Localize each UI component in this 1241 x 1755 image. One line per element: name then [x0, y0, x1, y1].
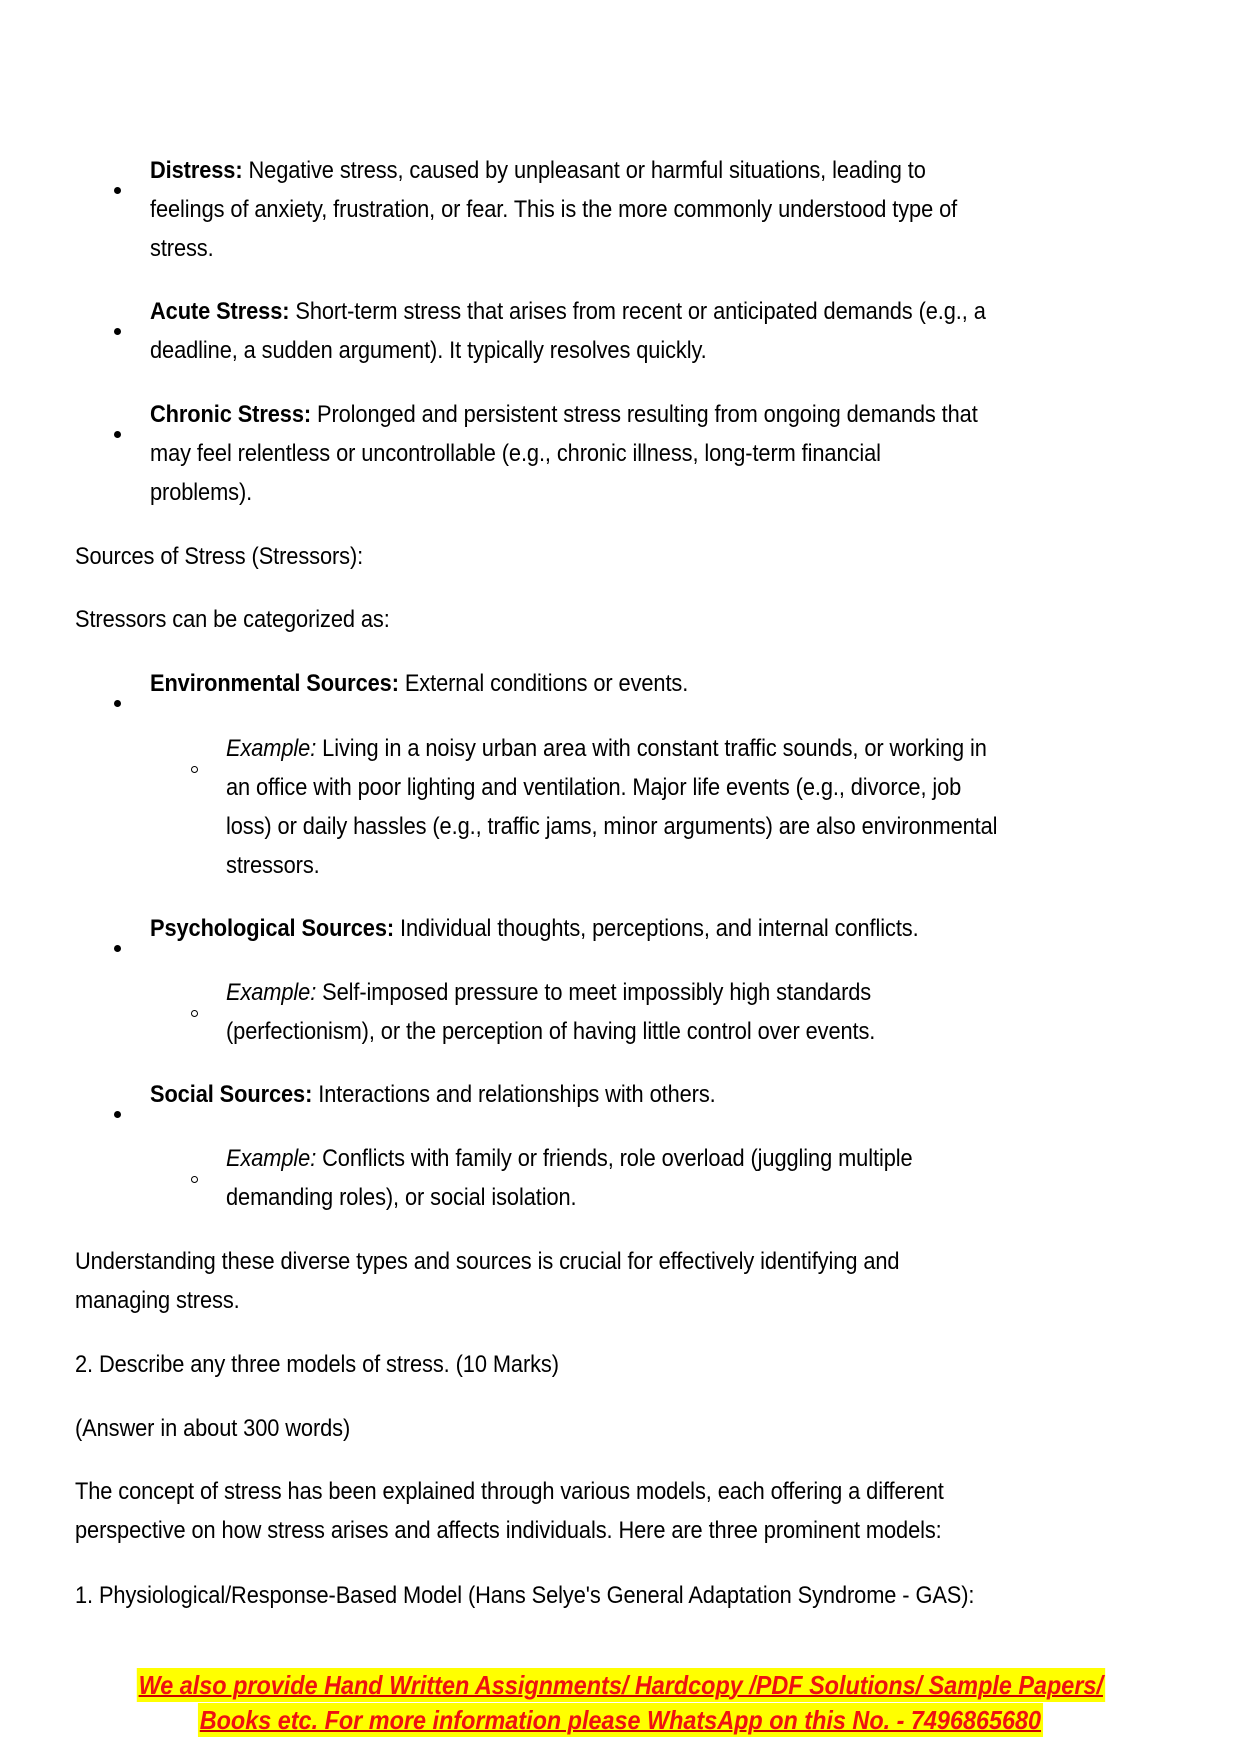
intro-paragraph-cont: perspective on how stress arises and affects individuals. Here are three prominent models:: [75, 1517, 942, 1544]
bullet-icon: [114, 945, 121, 952]
term-label: Acute Stress:: [150, 298, 290, 325]
sub-bullet-icon: [191, 1176, 198, 1183]
term-label: Social Sources:: [150, 1081, 313, 1108]
footer-line-2: [0, 1703, 1241, 1737]
bullet-icon: [114, 1111, 121, 1118]
term-label: Environmental Sources:: [150, 670, 399, 697]
bullet-icon: [114, 700, 121, 707]
term-label: Psychological Sources:: [150, 915, 395, 942]
example-label: Example:: [226, 735, 317, 762]
example-text: (perfectionism), or the perception of having little control over events.: [226, 1018, 876, 1045]
intro-paragraph: The concept of stress has been explained through various models, each offering a different: [75, 1478, 944, 1505]
example-text: loss) or daily hassles (e.g., traffic jams, minor arguments) are also environmental: [226, 813, 998, 840]
list-item-environmental: Environmental Sources: External conditions or events.: [150, 670, 689, 697]
example-text: an office with poor lighting and ventilation. Major life events (e.g., divorce, job: [226, 774, 962, 801]
sub-bullet-icon: [191, 766, 198, 773]
list-item-social: Social Sources: Interactions and relationships with others.: [150, 1081, 716, 1108]
bullet-icon: [114, 187, 121, 194]
list-item-text: problems).: [150, 479, 253, 506]
example-label: Example:: [226, 1145, 317, 1172]
answer-length-note: (Answer in about 300 words): [75, 1415, 351, 1442]
list-item-text: stress.: [150, 235, 214, 262]
sources-intro: Stressors can be categorized as:: [75, 606, 390, 633]
bullet-icon: [114, 431, 121, 438]
example-text: demanding roles), or social isolation.: [226, 1184, 577, 1211]
bullet-icon: [114, 328, 121, 335]
model-1-heading: 1. Physiological/Response-Based Model (Hans Selye's General Adaptation Syndrome - GAS):: [75, 1582, 975, 1609]
list-item-acute-stress: Acute Stress: Short-term stress that arises from recent or anticipated demands (e.g., a: [150, 298, 986, 325]
footer-text-2: Books etc. For more information please WhatsApp on this No. - 7496865680: [199, 1705, 1042, 1735]
footer-text-1: We also provide Hand Written Assignments/ Hardcopy /PDF Solutions/ Sample Papers/: [138, 1670, 1103, 1700]
list-item-text: feelings of anxiety, frustration, or fear. This is the more commonly understood type of: [150, 196, 958, 223]
question-heading: 2. Describe any three models of stress. (10 Marks): [75, 1351, 559, 1378]
list-item-distress: Distress: Negative stress, caused by unpleasant or harmful situations, leading to: [150, 157, 926, 184]
list-item-chronic-stress: Chronic Stress: Prolonged and persistent stress resulting from ongoing demands that: [150, 401, 978, 428]
example-item: Example: Conflicts with family or friends, role overload (juggling multiple: [226, 1145, 913, 1172]
example-item: Example: Living in a noisy urban area with constant traffic sounds, or working in: [226, 735, 987, 762]
example-label: Example:: [226, 979, 317, 1006]
list-item-psychological: Psychological Sources: Individual thoughts, perceptions, and internal conflicts.: [150, 915, 919, 942]
sub-bullet-icon: [191, 1010, 198, 1017]
footer-line-1: [0, 1668, 1241, 1702]
conclusion-paragraph: Understanding these diverse types and sources is crucial for effectively identifying and: [75, 1248, 900, 1275]
example-text: stressors.: [226, 852, 320, 879]
term-label: Chronic Stress:: [150, 401, 312, 428]
term-label: Distress:: [150, 157, 243, 184]
conclusion-paragraph-cont: managing stress.: [75, 1287, 240, 1314]
sources-heading: Sources of Stress (Stressors):: [75, 543, 364, 570]
example-item: Example: Self-imposed pressure to meet impossibly high standards: [226, 979, 872, 1006]
list-item-text: may feel relentless or uncontrollable (e.g., chronic illness, long-term financial: [150, 440, 881, 467]
list-item-text: deadline, a sudden argument). It typically resolves quickly.: [150, 337, 707, 364]
